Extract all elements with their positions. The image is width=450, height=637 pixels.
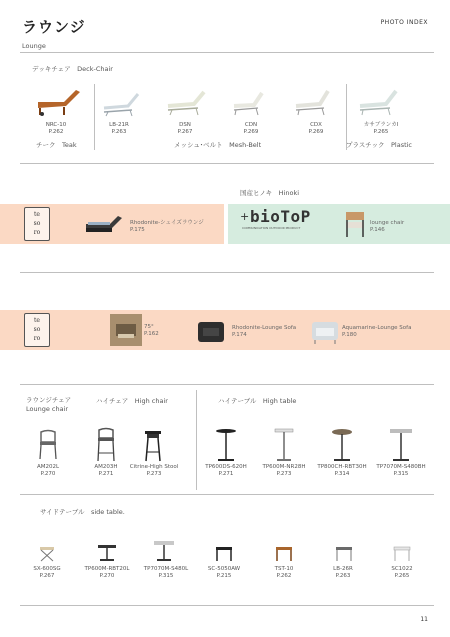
aquamarine-lounge-sofa-caption: Aquamarine-Lounge Sofa P.180 [342, 325, 412, 338]
material-plastic: プラスチック Plastic [346, 141, 413, 149]
header-rule [20, 52, 434, 53]
rhodonite-lounge-sofa-caption: Rhodonite-Lounge Sofa P.174 [232, 325, 297, 338]
side-table-caption: TP7070M-S480L P.315 [143, 566, 189, 579]
deck-divider-1 [94, 84, 95, 150]
page-subtitle: Lounge [22, 42, 46, 50]
am202l-chair-icon [38, 430, 58, 460]
rhodonite-lounge-sofa-icon [196, 318, 226, 344]
footer-rule [20, 605, 434, 606]
high-table-caption: TP600M-NR28H P.273 [262, 464, 306, 477]
deck-item-code: CDN P.269 [243, 122, 259, 135]
high-table-caption: TP600DS-620H P.271 [205, 464, 247, 477]
dsn-chair-icon [166, 90, 208, 116]
high-chair-caption: AM203H P.271 [94, 464, 118, 477]
lounge-chair-caption: lounge chair P.146 [370, 220, 405, 233]
tp600m-nr28h-table-icon [272, 428, 296, 462]
high-chair-caption: Citrine-High Stool P.273 [129, 464, 179, 477]
sx600sg-side-table-icon [38, 546, 56, 562]
rhodonite-shade-lounge-caption: Rhodonite-シェイズラウンジ P.175 [130, 220, 204, 233]
sc1022-side-table-icon [392, 546, 412, 562]
tp600m-rbt20l-side-table-icon [96, 544, 118, 562]
tp7070m-s480l-side-table-icon [152, 540, 176, 562]
deck-chair-label: デッキチェア Deck-Chair [32, 65, 113, 73]
high-chair-label: ハイチェア High chair [96, 397, 168, 405]
cdx-chair-icon [294, 88, 334, 116]
75-degree-chair-photo-icon [110, 314, 142, 346]
plus-icon: + [240, 210, 250, 223]
section-rule [20, 384, 434, 385]
hinoki-label: 国産ヒノキ Hinoki [240, 189, 300, 197]
side-table-caption: TST-10 P.262 [274, 566, 294, 579]
side-table-caption: LB-26R P.263 [333, 566, 353, 579]
material-teak: チーク Teak [36, 141, 77, 149]
table-divider [196, 390, 197, 490]
tst10-side-table-icon [274, 546, 294, 562]
tp600ds-table-icon [214, 428, 238, 462]
page-title: ラウンジ [22, 18, 86, 36]
side-table-caption: TP600M-RBT20L P.270 [84, 566, 130, 579]
casablanca-chair-icon [358, 88, 402, 116]
section-rule [20, 163, 434, 164]
biotop-logo: + bioToP COMMUNICATION OUTDOOR PRODUCT [240, 207, 311, 230]
sc5050aw-side-table-icon [214, 546, 234, 562]
tesoro-logo: te so ro [24, 207, 50, 241]
aquamarine-lounge-sofa-icon [310, 318, 340, 344]
cdn-chair-icon [232, 90, 268, 116]
deck-item-code: DSN P.267 [177, 122, 193, 135]
section-rule [20, 494, 434, 495]
side-table-caption: SC1022 P.265 [391, 566, 413, 579]
material-mesh-belt: メッシュ･ベルト Mesh-Belt [174, 141, 262, 149]
deck-item-code: NRC-10 P.262 [45, 122, 67, 135]
section-rule [20, 272, 434, 273]
teak-deck-chair-icon [36, 88, 82, 116]
high-table-caption: TP800CH-RBT30H P.314 [317, 464, 367, 477]
tp800ch-table-icon [330, 428, 354, 462]
lb26r-side-table-icon [334, 546, 354, 562]
high-chair-caption: AM202L P.270 [36, 464, 60, 477]
high-table-caption: TP7070M-S480BH P.315 [376, 464, 426, 477]
high-table-label: ハイテーブル High table [218, 397, 297, 405]
tesoro-logo: te so ro [24, 313, 50, 347]
side-table-caption: SC-5050AW P.215 [207, 566, 241, 579]
side-table-caption: SX-600SG P.267 [33, 566, 61, 579]
citrine-high-stool-icon [144, 430, 162, 462]
side-table-label: サイドテーブル side table. [40, 508, 125, 516]
deck-item-code: CDX P.269 [308, 122, 324, 135]
75-degree-caption: 75° P.162 [144, 324, 159, 337]
deck-item-code: LB-21R P.263 [109, 122, 129, 135]
lb21r-chair-icon [102, 90, 142, 116]
photo-index-label: PHOTO INDEX [380, 19, 428, 26]
deck-item-code: カサブランカⅠ P.265 [363, 122, 399, 135]
lounge-chair-label: ラウンジチェア Lounge chair [26, 396, 72, 413]
tp7070m-s480bh-table-icon [388, 428, 414, 462]
am203h-chair-icon [96, 428, 116, 462]
rhodonite-shade-lounge-icon [84, 212, 124, 236]
page-number: 11 [420, 616, 428, 623]
hinoki-lounge-chair-icon [344, 210, 366, 238]
